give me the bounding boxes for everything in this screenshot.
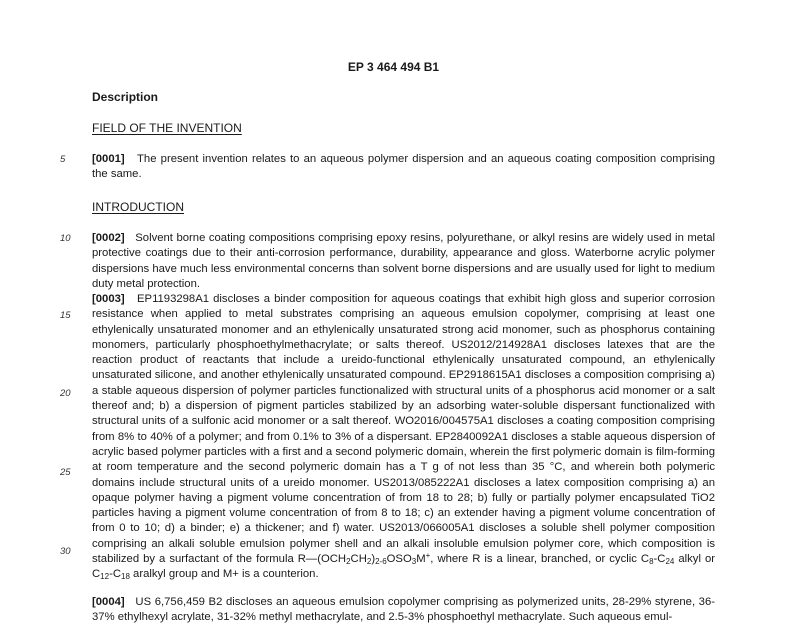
paragraph-text: EP1193298A1 discloses a binder composition for aqueous coatings that exhibit high gloss and superior corrosion resistance when applied to metal substrates comprising an aqueous emulsion copolymer, comprising at least one ethylenically unsaturated monomer and an ethylenically unsaturated strong acid monomer, such as phosphorus containing monomers, particularly phosphoethylmethacrylate; or salts thereof. US2012/214928A1 discloses latexes that are the reaction product of reactants that include a ureido-functional ethylenically unsaturated compound, an ethylenically unsaturated silicone, and another ethylenically unsaturated compound. EP2918615A1 discloses a composition comprising a) a stable aqueous dispersion of polymer particles functionalized with structural units of a phosphorus acid monomer or a salt thereof and; b) a dispersion of pigment particles stabilized by an adsorbing water-soluble dispersant functionalized with structural units of a sulfonic acid monomer or a salt thereof. WO2016/004575A1 discloses a coating composition comprising from 8% to 40% of a polymer; and from 0.1% to 3% of a dispersant. EP2840092A1 discloses a stable aqueous dispersion of acrylic based polymer particles with a first and a second polymeric domain, wherein the first polymeric domain is film-forming at room temperature and the second polymeric domain has a T g of not less than 35 °C, and wherein both polymeric domains include structural units of a ureido monomer. US2013/085222A1 discloses a latex composition comprising a) an opaque polymer having a pigment volume concentration of from 18 to 28; b) fully or partially polymer encapsulated TiO2 particles having a pigment volume concentration of from 8 to 18; c) an extender having a pigment volume concentration of from 0 to 10; d) a binder; e) a thickener; and f) water. US2013/066005A1 discloses a soluble shell polymer composition comprising an alkali soluble emulsion polymer shell and an alkali insoluble emulsion polymer core, which composition is stabilized by a surfactant of the formula R — [92, 293, 715, 566]
formula-part: CH — [350, 553, 367, 566]
formula-subscript: 2-6 — [375, 557, 387, 567]
formula-part: OSO — [386, 553, 412, 566]
introduction-heading: INTRODUCTION — [92, 200, 184, 214]
paragraph-text: , where R is a linear, branched, or cyclic C — [430, 553, 650, 566]
paragraph-number: [0001] — [92, 153, 125, 165]
paragraph-number: [0002] — [92, 232, 125, 244]
field-of-invention-heading: FIELD OF THE INVENTION — [92, 121, 242, 135]
line-number: 25 — [60, 467, 71, 478]
formula-part: —(OCH — [305, 553, 347, 566]
formula-subscript: 2 — [346, 557, 351, 567]
formula-subscript: 12 — [100, 572, 110, 582]
paragraph-text: -C — [109, 568, 121, 581]
formula-subscript: 2 — [366, 557, 372, 567]
formula-subscript: 3 — [411, 557, 417, 567]
paragraph-number: [0004] — [92, 596, 125, 608]
line-number: 10 — [60, 233, 71, 244]
paragraph-0004 — [92, 595, 715, 626]
description-title: Description — [92, 90, 159, 104]
line-number: 15 — [60, 310, 71, 321]
paragraph-text: US 6,756,459 B2 discloses an aqueous emulsion copolymer comprising as polymerized units, 28-29% styrene, 36-37% ethylhexyl acrylate, 31-32% methyl methacrylate, and 2.5-3% phosphoethyl methacrylate. Such aqueous emul- — [92, 596, 715, 624]
formula-part: ) — [371, 553, 376, 566]
paragraph-text: aralkyl group and M+ is a counterion. — [129, 568, 319, 581]
formula-subscript: 18 — [121, 572, 130, 582]
paragraph-number: [0003] — [92, 293, 125, 305]
paragraph-text: Solvent borne coating compositions comprising epoxy resins, polyurethane, or alkyl resins are widely used in metal protective coatings due to their anti-corrosion performance, durability, appearance and gloss. Waterborne acrylic polymer dispersions have much less environmental concerns than solvent borne dispersions and are usually used for light to medium duty metal protection. — [92, 232, 716, 290]
paragraph-0002 — [92, 231, 715, 292]
paragraph-0001 — [92, 152, 715, 183]
paragraph-0003 — [92, 292, 715, 583]
line-number: 20 — [60, 388, 71, 399]
formula-superscript: + — [425, 551, 431, 561]
paragraph-text: The present invention relates to an aqueous polymer dispersion and an aqueous coating composition comprising the same. — [92, 153, 715, 181]
patent-number: EP 3 464 494 B1 — [347, 60, 440, 74]
line-number: 5 — [60, 154, 66, 165]
formula-part: M — [416, 553, 426, 566]
formula-subscript: 8 — [649, 557, 654, 567]
formula-subscript: 24 — [665, 557, 675, 567]
line-number: 30 — [60, 546, 71, 557]
paragraph-text: alkyl or C — [92, 553, 715, 581]
paragraph-text: -C — [653, 553, 666, 566]
